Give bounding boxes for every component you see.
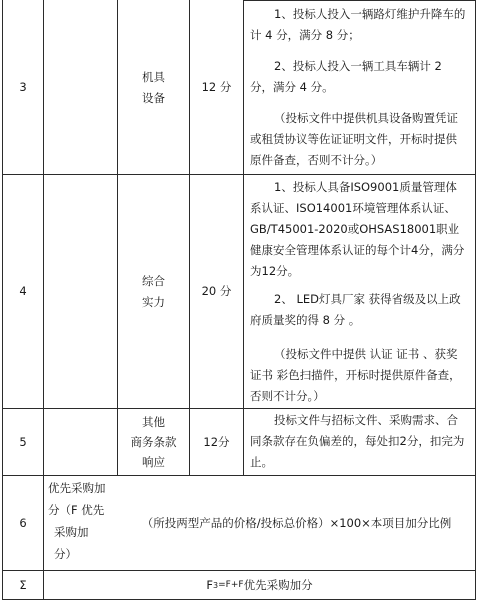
row-item <box>118 175 189 408</box>
row-item-line: 设备 <box>142 90 165 105</box>
row-number: 4 <box>19 284 27 298</box>
criteria-paragraph: （投标文件中提供 认证 证书 、获奖证书 彩色扫描件，开标时提供原件备查，否则不计分。） <box>250 347 461 403</box>
row-number: 6 <box>19 515 27 530</box>
formula-tail: 优先采购加分 <box>243 577 313 592</box>
row-item-line: 其他 <box>142 415 165 429</box>
formula-plus: +F <box>230 579 244 590</box>
criteria-paragraph: 2、 LED灯具厂家 获得省级及以上政府质量奖的得 8 分 。 <box>250 292 461 327</box>
row-item-line: 综合 <box>142 273 165 288</box>
row-item-line: 机具 <box>142 69 165 84</box>
criteria-paragraph: 1、投标人投入一辆路灯维护升降车的计 4 分，满分 8 分； <box>250 7 466 42</box>
row-item-line: 分） <box>54 547 77 561</box>
total-symbol: Σ <box>19 577 27 592</box>
criteria-paragraph: 投标文件与招标文件、采购需求、合同条款存在负偏差的，每处扣2分，扣完为止。 <box>250 413 465 469</box>
row-formula: （所投两型产品的价格/投标总价格）×100×本项目加分比例 <box>141 515 452 530</box>
row-item <box>48 476 118 570</box>
row-item-line: 响应 <box>142 455 165 469</box>
formula-subscript: 3 <box>213 580 219 590</box>
formula-mid: =F <box>218 579 231 590</box>
row-item-line: 优先采购加 <box>48 481 106 495</box>
total-formula <box>44 571 475 599</box>
row-item <box>118 409 189 475</box>
criteria-paragraph: 1、投标人具备ISO9001质量管理体系认证、ISO14001环境管理体系认证、GB/T45001-2020或OHSAS18001职业健康安全管理体系认证的每个计4分，满分为12分。 <box>250 180 465 278</box>
row-item <box>118 1 189 174</box>
row-item-line: 分（F 优先 <box>48 503 105 517</box>
row-number: 5 <box>19 434 27 449</box>
criteria-paragraph: 2、投标人投入一辆工具车辆计 2 分，满分 4 分。 <box>250 59 442 94</box>
row-item-line: 采购加 <box>54 525 89 539</box>
row-points: 12 分 <box>201 80 232 94</box>
formula-f: F <box>206 577 214 592</box>
row-number: 3 <box>19 80 27 94</box>
row-points: 20 分 <box>201 284 232 298</box>
row-item-line: 商务条款 <box>130 435 177 449</box>
criteria-paragraph: （投标文件中提供机具设备购置凭证或租赁协议等佐证证明文件，开标时提供原件备查，否则不计分。） <box>250 111 458 167</box>
row-item-line: 实力 <box>142 294 165 309</box>
row-points: 12分 <box>203 434 230 449</box>
